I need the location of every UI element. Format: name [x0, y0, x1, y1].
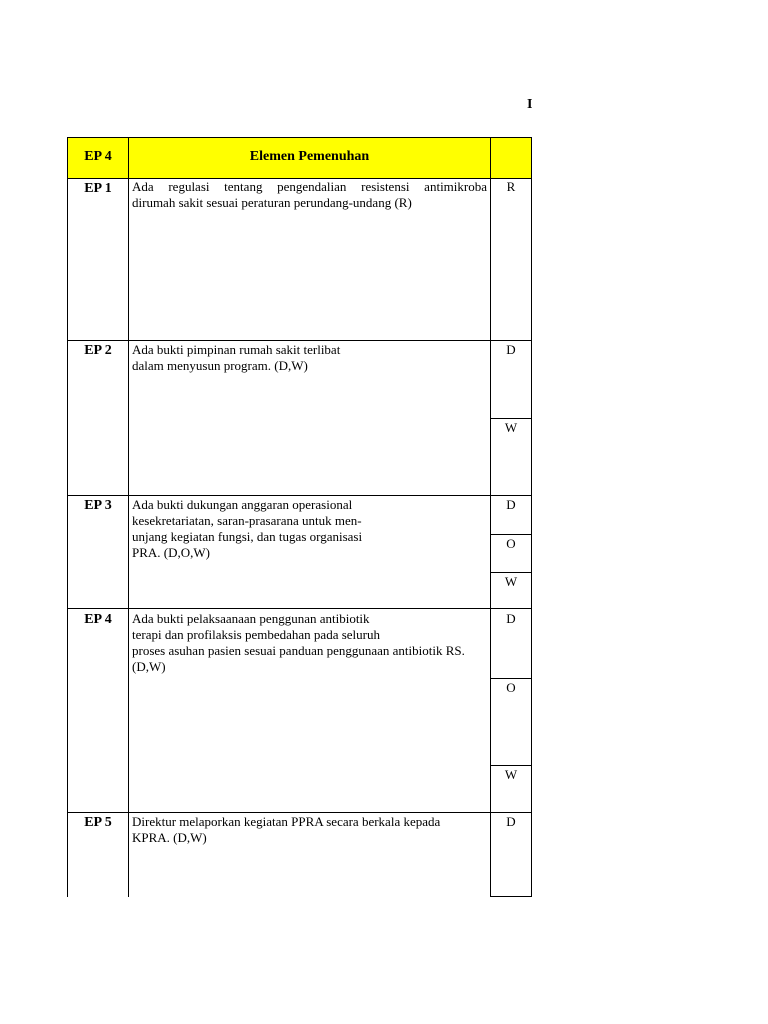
description-line: terapi dan profilaksis pembedahan pada seluruh	[132, 627, 380, 642]
document-code: D	[506, 342, 516, 357]
ep-label: EP 3	[84, 498, 112, 513]
requirement-description	[129, 342, 490, 374]
row-divider	[67, 812, 532, 813]
code-sub-divider	[490, 765, 532, 766]
description-line: proses asuhan pasien sesuai panduan penggunaan antibiotik RS.	[132, 643, 465, 658]
description-line: Ada bukti pelaksaanaan penggunan antibiotik	[132, 611, 370, 626]
table-border-left	[67, 137, 68, 897]
ep-label: EP 4	[84, 612, 112, 627]
ep-label: EP 1	[84, 181, 112, 196]
document-code: D	[506, 814, 516, 829]
requirement-description	[129, 497, 490, 561]
document-code: W	[504, 420, 518, 435]
description-line: PRA. (D,O,W)	[132, 545, 210, 560]
description-line: Ada regulasi tentang pengendalian resistensi antimikroba	[132, 179, 487, 194]
requirement-description	[129, 611, 490, 675]
document-code: D	[506, 611, 516, 626]
description-line: Ada bukti dukungan anggaran operasional	[132, 497, 353, 512]
document-code: O	[506, 680, 516, 695]
description-line: (D,W)	[132, 659, 166, 674]
code-column-bottom-line	[490, 896, 532, 897]
code-sub-divider	[490, 534, 532, 535]
column-divider-desc	[490, 137, 491, 897]
table-border-top	[67, 137, 532, 138]
document-code: W	[504, 574, 518, 589]
table-border-right	[531, 137, 532, 897]
row-divider	[67, 340, 532, 341]
requirement-description	[129, 179, 490, 211]
document-code: D	[506, 497, 516, 512]
description-line: unjang kegiatan fungsi, dan tugas organisasi	[132, 529, 363, 544]
header-ep-label: EP 4	[84, 149, 112, 164]
requirement-description	[129, 814, 490, 846]
header-title: Elemen Pemenuhan	[249, 149, 370, 164]
row-divider	[67, 495, 532, 496]
ep-label: EP 2	[84, 343, 112, 358]
page-corner-char: I	[527, 97, 533, 112]
description-line: Direktur melaporkan kegiatan PPRA secara berkala kepada	[132, 814, 441, 829]
code-sub-divider	[490, 572, 532, 573]
code-sub-divider	[490, 418, 532, 419]
row-divider	[67, 608, 532, 609]
code-sub-divider	[490, 678, 532, 679]
description-line: KPRA. (D,W)	[132, 830, 207, 845]
description-line: kesekretariatan, saran-prasarana untuk men-	[132, 513, 362, 528]
ep-label: EP 5	[84, 815, 112, 830]
document-code: W	[504, 767, 518, 782]
description-line: dirumah sakit sesuai peraturan perundang-undang (R)	[132, 195, 412, 210]
document-code: R	[506, 179, 516, 194]
description-line: dalam menyusun program. (D,W)	[132, 358, 308, 373]
description-line: Ada bukti pimpinan rumah sakit terlibat	[132, 342, 341, 357]
document-code: O	[506, 536, 516, 551]
